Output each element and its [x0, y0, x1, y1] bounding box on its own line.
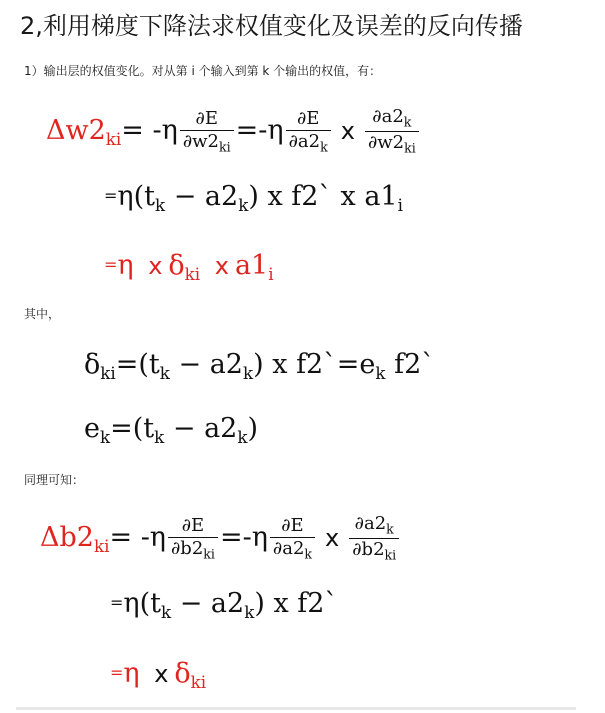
equation-delta-form: =η x $\delta_{ki}$ x $a1_i$ — [104, 250, 274, 284]
equation-delta-w2: $\Delta w2_{ki}= -\eta$ $\frac{\partial E}{\partial w2_{ki}}$ =-η $\frac{\partial E}{\partial a2_k}$ x $\frac{\partial a2_k}{\partial w2_{ki}}$ — [46, 108, 421, 155]
section-heading: 2,利用梯度下降法求权值变化及误差的反向传播 — [20, 12, 523, 40]
bottom-divider — [16, 707, 576, 710]
equation-delta-ki: $\delta_{ki}=(t_k - a2_k)$ x $f2`=e_k$ f2` — [84, 349, 435, 383]
fraction-dE-da2-b: $\frac{\partial E}{\partial a2_k}$ — [270, 517, 315, 561]
lhs-delta-w2: $\Delta w2_{ki}$ — [46, 115, 122, 149]
equation-expansion: $=\eta(t_k - a2_k)$ x f2` x $a1_i$ — [104, 181, 403, 215]
equation-b2-delta-form: =η x $\delta_{ki}$ — [110, 658, 207, 692]
lhs-delta-b2: $\Delta b2_{ki}$ — [40, 522, 110, 556]
fraction-dE-db2: $\frac{\partial E}{\partial b2_{ki}}$ — [168, 517, 218, 561]
fraction-dE-dw2: $\frac{\partial E}{\partial w2_{ki}}$ — [180, 110, 234, 154]
equation-delta-b2: $\Delta b2_{ki}= -\eta$ $\frac{\partial E}{\partial b2_{ki}}$ =-η $\frac{\partial E}{\partial a2_k}$ x $\frac{\partial a2_k}{\partial b2_{ki}}$ — [40, 515, 401, 562]
fraction-dE-da2: $\frac{\partial E}{\partial a2_k}$ — [286, 110, 331, 154]
similarly-note: 同理可知： — [24, 473, 85, 487]
fraction-da2-dw2: $\frac{\partial a2_k}{\partial w2_{ki}}$ — [365, 108, 419, 155]
equation-error-ek: $e_k=(t_k - a2_k)$ — [84, 413, 259, 447]
equation-b2-expansion: $=\eta(t_k - a2_k)$ x f2` — [110, 588, 338, 622]
fraction-da2-db2: $\frac{\partial a2_k}{\partial b2_{ki}}$ — [349, 515, 399, 562]
where-note: 其中， — [24, 307, 61, 321]
intro-note: 1）输出层的权值变化。对从第 i 个输入到第 k 个输出的权值，有： — [24, 64, 382, 78]
